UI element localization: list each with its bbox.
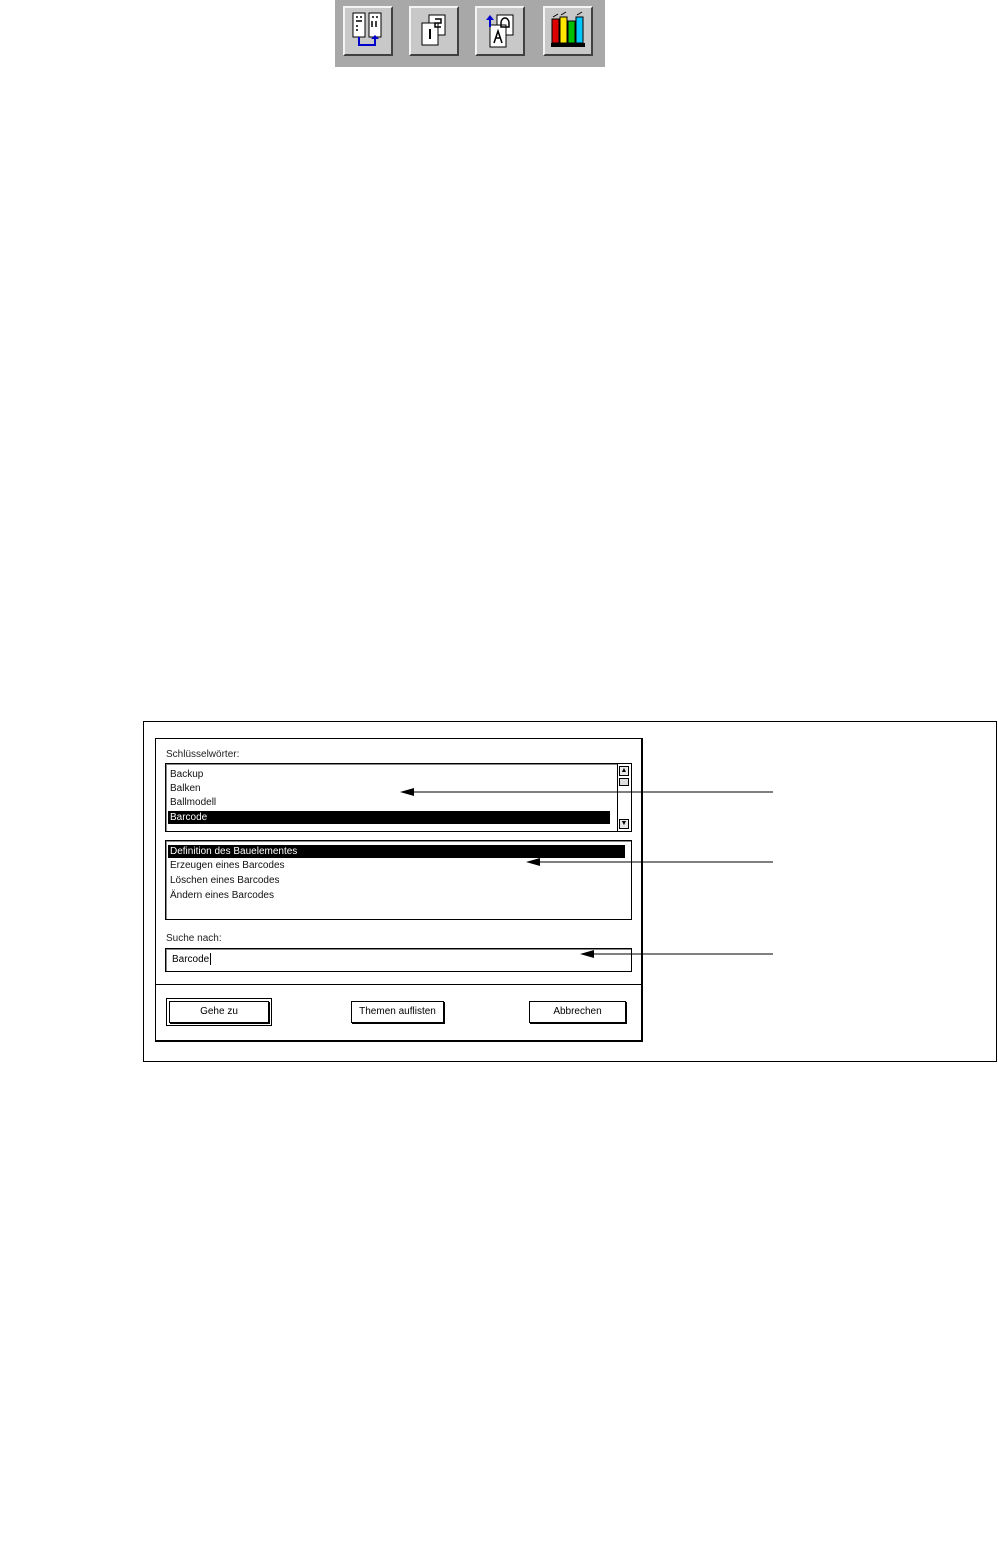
callout-arrow-topics [526,858,773,866]
search-label: Suche nach: [166,933,222,944]
topic-item[interactable]: Löschen eines Barcodes [170,875,280,886]
search-input-value: Barcode [172,954,210,965]
keyword-item-selected[interactable]: Barcode [168,811,610,824]
keyword-item[interactable]: Balken [170,783,201,794]
scroll-up-arrow-icon[interactable]: ▲ [620,767,628,774]
topic-item[interactable]: Erzeugen eines Barcodes [170,860,285,871]
goto-button[interactable]: Gehe zu [169,1001,269,1023]
callout-arrow-keywords [400,788,773,796]
keyword-item[interactable]: Ballmodell [170,797,217,808]
topic-item-selected[interactable]: Definition des Bauelementes [168,845,625,858]
topic-item[interactable]: Ändern eines Barcodes [170,890,274,901]
keywords-label: Schlüsselwörter: [166,749,240,760]
keyword-item[interactable]: Backup [170,769,204,780]
callout-arrow-search [580,950,773,958]
scroll-down-arrow-icon[interactable]: ▼ [620,820,628,827]
list-topics-button[interactable]: Themen auflisten [351,1001,444,1023]
cancel-button[interactable]: Abbrechen [529,1001,626,1023]
